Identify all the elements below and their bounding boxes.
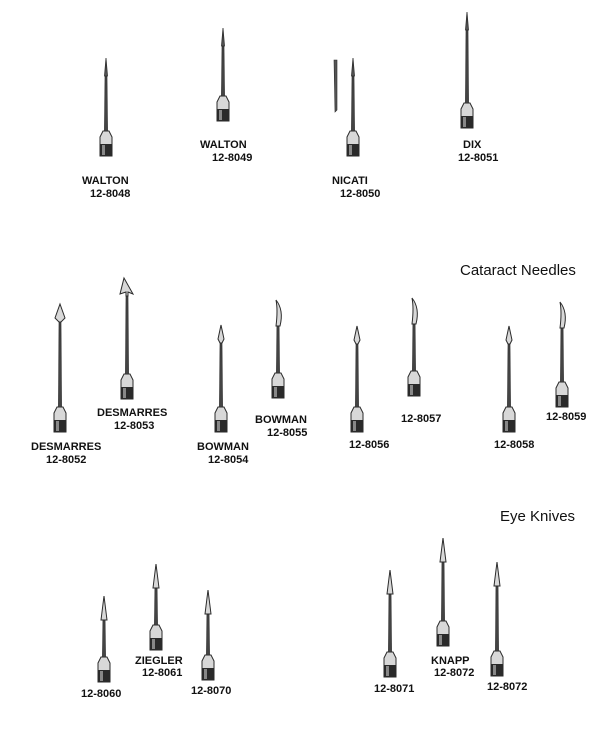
instrument-curved-blade-icon bbox=[98, 596, 110, 682]
item-name: DESMARRES bbox=[97, 407, 168, 419]
item-code: 12-8070 bbox=[191, 685, 232, 697]
item-name: BOWMAN bbox=[255, 414, 307, 426]
item-code: 12-8058 bbox=[494, 439, 535, 451]
instrument-arrow-needle-icon bbox=[120, 278, 133, 399]
item-code: 12-8061 bbox=[142, 667, 183, 679]
item-name: BOWMAN bbox=[197, 441, 249, 453]
item-name: WALTON bbox=[82, 175, 129, 187]
instrument-knife-needle-icon bbox=[150, 564, 162, 650]
instrument-lance-needle-icon bbox=[351, 326, 363, 432]
instrument-lance-needle-icon bbox=[215, 325, 227, 432]
instrument-long-needle-icon bbox=[461, 12, 473, 128]
item-name: ZIEGLER bbox=[135, 655, 183, 667]
item-code: 12-8051 bbox=[458, 152, 499, 164]
section-heading-eye-knives: Eye Knives bbox=[500, 508, 576, 525]
nicati-tip-icon bbox=[334, 60, 337, 112]
item-code: 12-8060 bbox=[81, 688, 122, 700]
instrument-straight-knife-icon bbox=[384, 570, 396, 677]
item-code: 12-8059 bbox=[546, 411, 587, 423]
instrument-tapered-needle-icon bbox=[100, 58, 112, 156]
item-name: KNAPP bbox=[431, 655, 470, 667]
section-heading-cataract-needles: Cataract Needles bbox=[460, 262, 576, 279]
instrument-lance-needle-icon bbox=[503, 326, 515, 432]
instrument-straight-knife-icon bbox=[491, 562, 503, 676]
item-code: 12-8072 bbox=[434, 667, 475, 679]
instrument-curved-blade-icon bbox=[202, 590, 214, 680]
instrument-tapered-needle-icon bbox=[217, 28, 229, 121]
item-code: 12-8053 bbox=[114, 420, 155, 432]
item-name: DIX bbox=[463, 139, 482, 151]
item-code: 12-8072 bbox=[487, 681, 528, 693]
item-code: 12-8057 bbox=[401, 413, 442, 425]
item-code: 12-8052 bbox=[46, 454, 87, 466]
item-code: 12-8054 bbox=[208, 454, 249, 466]
item-code: 12-8048 bbox=[90, 188, 131, 200]
item-code: 12-8071 bbox=[374, 683, 415, 695]
instrument-hooked-needle-icon bbox=[272, 300, 284, 398]
item-name: DESMARRES bbox=[31, 441, 102, 453]
item-code: 12-8050 bbox=[340, 188, 381, 200]
instrument-spear-needle-icon bbox=[54, 304, 66, 432]
item-name: NICATI bbox=[332, 175, 368, 187]
item-code: 12-8056 bbox=[349, 439, 390, 451]
instrument-curved-knife-icon bbox=[408, 298, 420, 396]
instrument-split-needle-icon bbox=[347, 58, 359, 156]
instrument-knife-needle-icon bbox=[437, 538, 449, 646]
item-code: 12-8055 bbox=[267, 427, 308, 439]
item-name: WALTON bbox=[200, 139, 247, 151]
instrument-curved-knife-icon bbox=[556, 302, 568, 407]
item-code: 12-8049 bbox=[212, 152, 253, 164]
